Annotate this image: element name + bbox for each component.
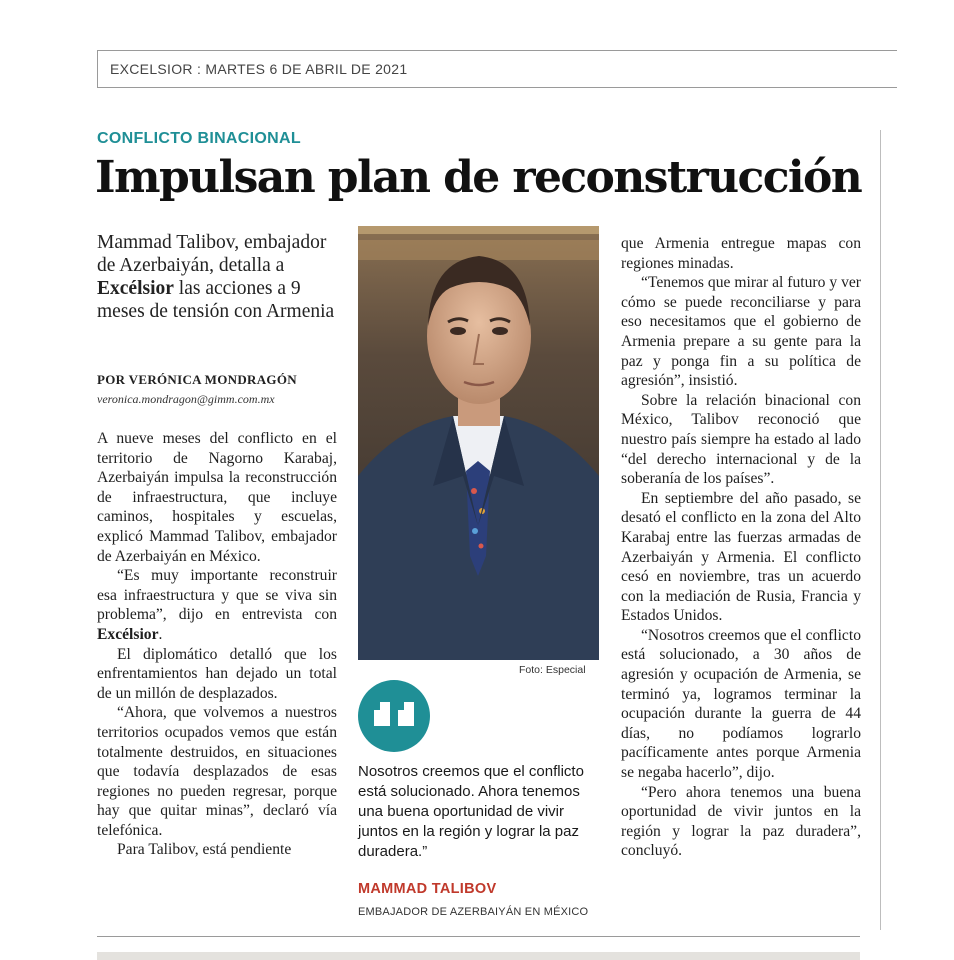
portrait-illustration <box>358 226 599 660</box>
byline: POR VERÓNICA MONDRAGÓN <box>97 372 297 387</box>
paragraph: En septiembre del año pasado, se desató el conflicto en la zona del Alto Karabaj entre las fuerzas armadas de Azerbaiyán y Armenia. El conflicto cesó en noviembre, tras un acuerdo con la mediación de Rusia, Francia y Estados Unidos. <box>621 489 861 625</box>
section-kicker: CONFLICTO BINACIONAL <box>97 130 301 147</box>
article-column-1 <box>97 429 337 860</box>
paragraph: A nueve meses del conflicto en el territorio de Nagorno Karabaj, Azerbaiyán impulsa la reconstrucción de infraestructura, que incluye caminos, hospitales y escuelas, explicó Mammad Talibov, embajador de Azerbaiyán en México. <box>97 430 337 565</box>
paragraph: “Pero ahora tenemos una buena oportunidad de vivir juntos en la región y lograr la paz duradera”, concluyó. <box>621 783 861 860</box>
headline: Impulsan plan de reconstrucción <box>95 152 862 203</box>
paragraph: Para Talibov, está pendiente <box>117 841 292 859</box>
next-article-strip <box>97 952 860 960</box>
paragraph: Sobre la relación binacional con México, Talibov reconoció que nuestro país siempre ha estado al lado “del derecho internacional y de la soberanía de los países”. <box>621 391 861 488</box>
paragraph: “Es muy importante reconstruir esa infraestructura y que se viva sin problema”, dijo en entrevista con Excélsior. <box>97 567 337 643</box>
page-header <box>97 50 897 88</box>
column-divider <box>880 130 881 930</box>
paragraph: “Nosotros creemos que el conflicto está solucionado, a 30 años de agresión y ocupación de Armenia, se terminó ya, logramos terminar la ocupación durante la guerra de 44 días, no podíamos lograrlo pacíficamente antes porque Armenia se negaba hacerlo”, dijo. <box>621 626 861 782</box>
author-email[interactable]: veronica.mondragon@gimm.com.mx <box>97 392 275 406</box>
paragraph: “Ahora, que volvemos a nuestros territorios ocupados vemos que están totalmente destruidos, en situaciones que todavía desplazados de esas regiones no pueden regresar, porque hay que quitar minas”, declaró vía telefónica. <box>97 704 337 839</box>
quote-mark-icon <box>358 680 430 752</box>
deck-subtitle: Mammad Talibov, embajador de Azerbaiyán, detalla a Excélsior las acciones a 9 meses de tensión con Armenia <box>97 232 335 322</box>
paragraph: que Armenia entregue mapas con regiones minadas. <box>621 235 861 272</box>
bottom-divider <box>97 936 860 937</box>
pull-quote-text: Nosotros creemos que el conflicto está solucionado. Ahora tenemos una buena oportunidad de vivir juntos en la región y lograr la paz duradera.” <box>358 763 584 860</box>
masthead-text: EXCELSIOR : MARTES 6 DE ABRIL DE 2021 <box>110 61 408 77</box>
paragraph: El diplomático detalló que los enfrentamientos han dejado un total de un millón de desplazados. <box>97 645 337 702</box>
pull-quote-author: MAMMAD TALIBOV <box>358 881 497 897</box>
deck-bold-name: Excélsior <box>97 278 174 299</box>
article-column-3 <box>621 234 861 861</box>
photo-credit: Foto: Especial <box>519 664 586 676</box>
paragraph: “Tenemos que mirar al futuro y ver cómo se puede reconciliarse y para eso necesitamos que el gobierno de Armenia prepare a su gente para la paz y ponga fin a su política de agresión”, insistió. <box>621 274 861 390</box>
pull-quote-role: EMBAJADOR DE AZERBAIYÁN EN MÉXICO <box>358 906 589 918</box>
portrait-photo <box>358 226 599 660</box>
